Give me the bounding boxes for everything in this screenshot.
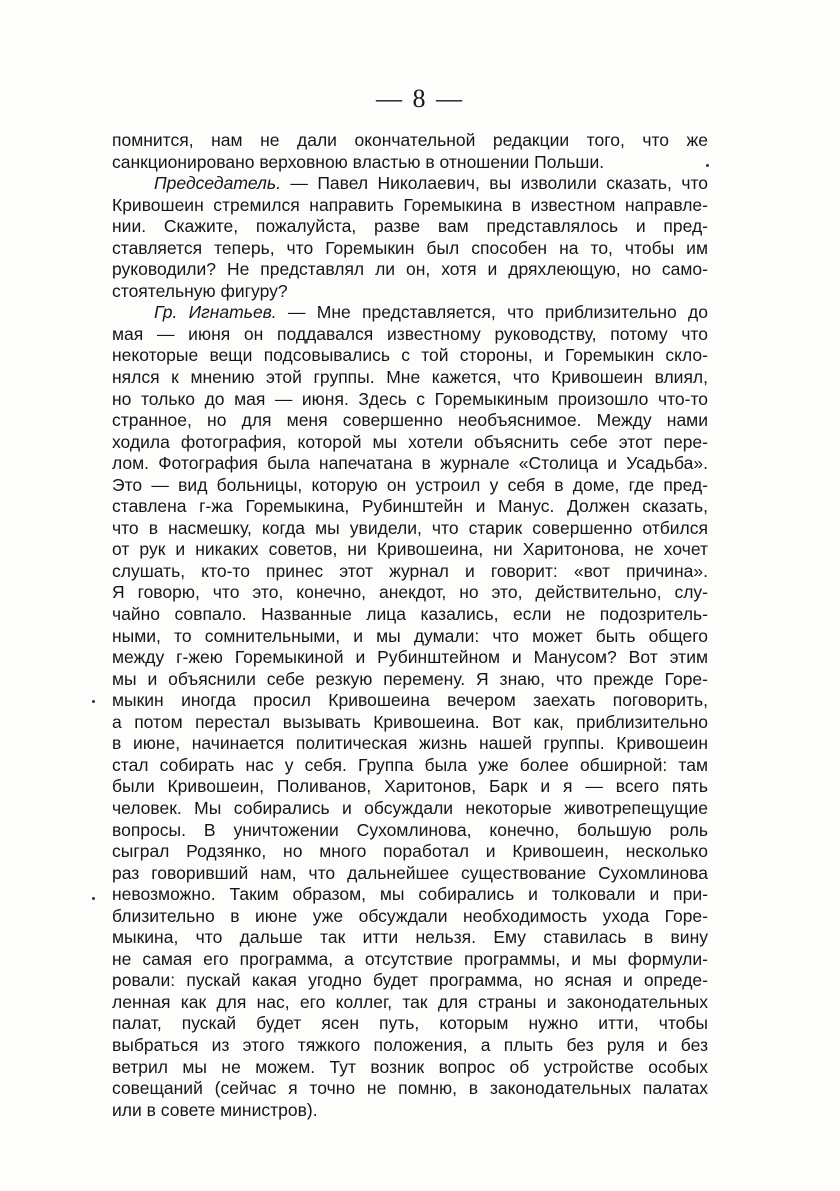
text-line xyxy=(112,539,708,561)
line-text: Я говорю, что это, конечно, анекдот, но это, действительно, слу- xyxy=(112,582,708,603)
text-line xyxy=(112,130,708,152)
line-text: ровали: пускай какая угодно будет программа, но ясная и опреде- xyxy=(112,970,708,991)
body-text xyxy=(112,130,708,1121)
text-line xyxy=(112,345,708,367)
line-text: или в совете министров). xyxy=(112,1099,318,1120)
text-line xyxy=(112,259,708,281)
line-text: санкционировано верховною властью в отношении Польши. xyxy=(112,151,605,172)
text-line xyxy=(112,863,708,885)
text-line xyxy=(112,453,708,475)
line-text: в июне, начинается политическая жизнь нашей группы. Кривошеин xyxy=(112,733,708,754)
page-number: — 8 — xyxy=(376,84,464,113)
text-line xyxy=(112,906,708,928)
line-text: а потом перестал вызывать Кривошеина. Вот как, приблизительно xyxy=(112,711,708,732)
text-line xyxy=(112,1057,708,1079)
text-line xyxy=(112,884,708,906)
line-text: чайно совпало. Названные лица казались, если не подозритель- xyxy=(112,604,708,625)
line-text: ставлена г-жа Горемыкина, Рубинштейн и Манус. Должен сказать, xyxy=(112,496,708,517)
text-line xyxy=(112,367,708,389)
text-line xyxy=(112,949,708,971)
text-line xyxy=(112,475,708,497)
text-line xyxy=(112,1035,708,1057)
line-text: ными, то сомнительными, и мы думали: что может быть общего xyxy=(112,625,708,646)
text-line xyxy=(112,647,708,669)
text-line xyxy=(112,690,708,712)
text-line xyxy=(112,755,708,777)
line-text: вопросы. В уничтожении Сухомлинова, конечно, большую роль xyxy=(112,819,708,840)
text-line xyxy=(112,281,708,303)
text-line xyxy=(112,820,708,842)
text-line xyxy=(112,604,708,626)
line-text: палат, пускай будет ясен путь, которым нужно итти, чтобы xyxy=(112,1013,708,1034)
line-text: но только до мая — июня. Здесь с Горемыкиным произошло что-то xyxy=(112,388,708,409)
text-line xyxy=(112,712,708,734)
line-text: нялся к мнению этой группы. Мне кажется, что Кривошеин влиял, xyxy=(112,367,708,388)
line-text: между г-жею Горемыкиной и Рубинштейном и Манусом? Вот этим xyxy=(112,647,708,668)
text-line xyxy=(112,798,708,820)
line-text: ленная как для нас, его коллег, так для страны и законодательных xyxy=(112,991,708,1012)
line-text: нии. Скажите, пожалуйста, разве вам представлялось и пред- xyxy=(112,216,708,237)
print-speck xyxy=(92,700,95,703)
text-line xyxy=(112,410,708,432)
line-text: руководили? Не представлял ли он, хотя и дряхлеющую, но само- xyxy=(112,259,708,280)
print-speck xyxy=(706,164,709,167)
line-text: от рук и никаких советов, ни Кривошеина, ни Харитонова, не хочет xyxy=(112,539,708,560)
text-line xyxy=(112,1078,708,1100)
text-line xyxy=(112,152,708,174)
line-text: совещаний (сейчас я точно не помню, в законодательных палатах xyxy=(112,1078,708,1099)
text-line xyxy=(112,1013,708,1035)
line-text: человек. Мы собирались и обсуждали некоторые животрепещущие xyxy=(112,797,708,818)
line-text: мая — июня он поддавался известному руководству, потому что xyxy=(112,323,708,344)
line-text: — Павел Николаевич, вы изволили сказать, что xyxy=(280,173,708,194)
text-line xyxy=(112,970,708,992)
line-text: стоятельную фигуру? xyxy=(112,280,288,301)
text-line xyxy=(112,496,708,518)
line-text: ветрил мы не можем. Тут возник вопрос об устройстве особых xyxy=(112,1056,708,1077)
text-line xyxy=(112,216,708,238)
line-text: Кривошеин стремился направить Горемыкина в известном направле- xyxy=(112,194,708,215)
line-text: Это — вид больницы, которую он устроил у себя в доме, где пред- xyxy=(112,474,708,495)
text-line xyxy=(112,1100,708,1122)
line-text: были Кривошеин, Поливанов, Харитонов, Барк и я — всего пять xyxy=(112,776,708,797)
line-text: невозможно. Таким образом, мы собирались и толковали и при- xyxy=(112,884,708,905)
line-text: мыкин иногда просил Кривошеина вечером заехать поговорить, xyxy=(112,690,708,711)
line-text: мы и объяснили себе резкую перемену. Я знаю, что прежде Горе- xyxy=(112,668,708,689)
line-text: раз говоривший нам, что дальнейшее существование Сухомлинова xyxy=(112,862,708,883)
line-text: помнится, нам не дали окончательной редакции того, что же xyxy=(112,130,708,150)
line-text: сыграл Родзянко, но много поработал и Кривошеин, несколько xyxy=(112,841,708,862)
text-line xyxy=(112,927,708,949)
text-line xyxy=(112,669,708,691)
text-line xyxy=(112,389,708,411)
text-line xyxy=(112,432,708,454)
text-line xyxy=(112,561,708,583)
speaker-name: Гр. Игнатьев. xyxy=(154,302,277,323)
line-text: слушать, кто-то принес этот журнал и говорит: «вот причина». xyxy=(112,560,708,581)
line-text: ставляется теперь, что Горемыкин был способен на то, чтобы им xyxy=(112,237,708,258)
speaker-name: Председатель. xyxy=(154,173,281,194)
line-text: — Мне представляется, что приблизительно до xyxy=(276,302,708,323)
text-line xyxy=(112,518,708,540)
line-text: близительно в июне уже обсуждали необходимость ухода Горе- xyxy=(112,905,708,926)
line-text: выбраться из этого тяжкого положения, а плыть без руля и без xyxy=(112,1034,708,1055)
text-line xyxy=(112,841,708,863)
text-line xyxy=(112,173,708,195)
text-line xyxy=(112,582,708,604)
line-text: ходила фотография, которой мы хотели объяснить себе этот пере- xyxy=(112,431,708,452)
line-text: что в насмешку, когда мы увидели, что старик совершенно отбился xyxy=(112,517,708,538)
print-speck xyxy=(92,897,95,900)
text-line xyxy=(112,733,708,755)
text-line xyxy=(112,626,708,648)
line-text: стал собирать нас у себя. Группа была уже более обширной: там xyxy=(112,754,708,775)
text-line xyxy=(112,776,708,798)
text-line xyxy=(112,238,708,260)
line-text: не самая его программа, а отсутствие программы, и мы формули- xyxy=(112,948,708,969)
line-text: некоторые вещи подсовывались с той стороны, и Горемыкин скло- xyxy=(112,345,708,366)
line-text: мыкина, что дальше так итти нельзя. Ему ставилась в вину xyxy=(112,927,708,948)
text-line xyxy=(112,302,708,324)
text-line xyxy=(112,195,708,217)
text-line xyxy=(112,992,708,1014)
line-text: лом. Фотография была напечатана в журнале «Столица и Усадьба». xyxy=(112,453,708,474)
line-text: странное, но для меня совершенно необъяснимое. Между нами xyxy=(112,410,708,431)
text-line xyxy=(112,324,708,346)
